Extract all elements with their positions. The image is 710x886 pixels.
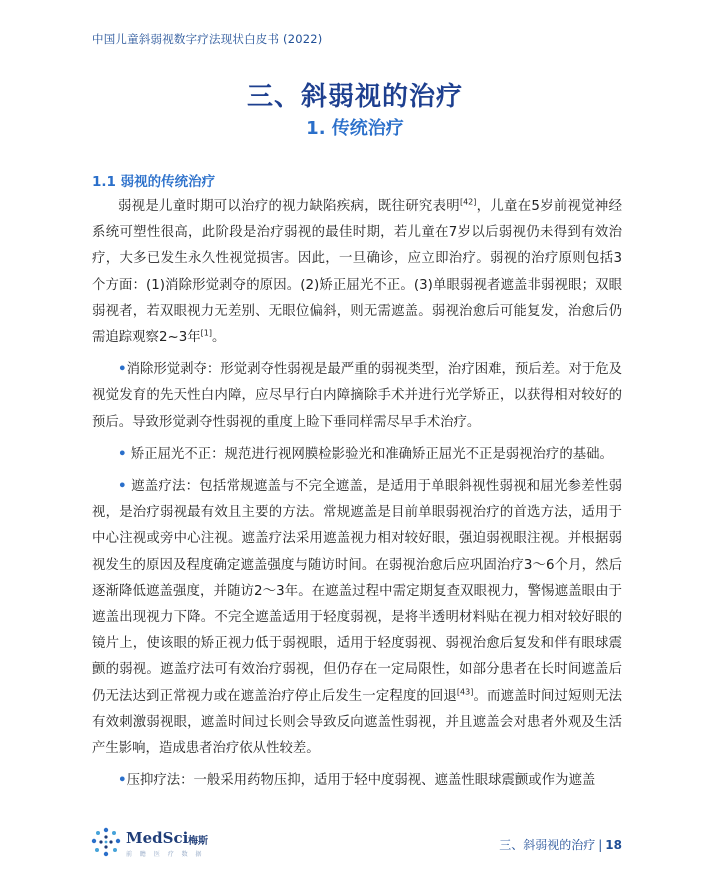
bullet-occlusion bbox=[92, 474, 622, 762]
bullet-penalization bbox=[92, 768, 622, 794]
bullet-deprivation bbox=[92, 357, 622, 436]
bullet-text: 。而遮盖时间过短则无法有效刺激弱视眼，遮盖时间过长则会导致反向遮盖性弱视，并且遮盖会对患者外观及生活产生影响，造成患者治疗依从性较差。 bbox=[92, 688, 623, 757]
subsection-title: 1.1 弱视的传统治疗 bbox=[92, 174, 216, 190]
section-title: 1. 传统治疗 bbox=[306, 118, 404, 139]
bullet-dot-icon: • bbox=[118, 362, 127, 378]
bullet-dot-icon: • bbox=[118, 446, 127, 462]
logo-cn-text: 梅斯 bbox=[188, 836, 208, 847]
text-run: 弱视是儿童时期可以治疗的视力缺陷疾病，既往研究表明 bbox=[118, 199, 460, 214]
paragraph-intro bbox=[92, 194, 622, 351]
footer-separator: | bbox=[598, 838, 603, 852]
running-header: 中国儿童斜弱视数字疗法现状白皮书 (2022) bbox=[92, 32, 323, 46]
body-text bbox=[92, 194, 622, 794]
citation-ref: [1] bbox=[200, 328, 212, 338]
bullet-dot-icon: • bbox=[118, 479, 127, 495]
page-footer bbox=[499, 836, 622, 853]
text-run: 。 bbox=[211, 330, 226, 346]
title-block bbox=[0, 80, 710, 142]
bullet-text: 压抑疗法：一般采用药物压抑，适用于轻中度弱视、遮盖性眼球震颤或作为遮盖 bbox=[126, 773, 596, 789]
bullet-text: 消除形觉剥夺：形觉剥夺性弱视是最严重的弱视类型，治疗困难，预后差。对于危及视觉发育的先天性白内障，应尽早行白内障摘除手术并进行光学矫正，以获得相对较好的预后。导致形觉剥夺性弱视的重度上睑下垂同样需尽早手术治疗。 bbox=[92, 362, 623, 430]
bullet-dot-icon: • bbox=[118, 773, 127, 789]
medsci-logo bbox=[90, 826, 250, 860]
chapter-title: 三、斜弱视的治疗 bbox=[246, 82, 463, 112]
citation-ref: [42] bbox=[459, 197, 477, 207]
bullet-text: 矫正屈光不正：规范进行视网膜检影验光和准确矫正屈光不正是弱视治疗的基础。 bbox=[126, 446, 613, 462]
text-run: ，儿童在5岁前视觉神经系统可塑性很高，此阶段是治疗弱视的最佳时期，若儿童在7岁以后弱视仍未得到有效治疗，大多已发生永久性视觉损害。因此，一旦确诊，应立即治疗。弱视的治疗原则包括3个方面：(1)消除形觉剥夺的原因。(2)矫正屈光不正。(3)单眼弱视者遮盖非弱视眼；双眼弱视者，若双眼视力无差别、无眼位偏斜，则无需遮盖。弱视治愈后可能复发，治愈后仍需追踪观察2~3年 bbox=[92, 199, 622, 346]
page-number: 18 bbox=[605, 838, 622, 852]
logo-dots-icon bbox=[90, 826, 122, 858]
bullet-text: 遮盖疗法：包括常规遮盖与不完全遮盖，是适用于单眼斜视性弱视和屈光参差性弱视，是治疗弱视最有效且主要的方法。常规遮盖是目前单眼弱视治疗的首选方法，适用于中心注视或旁中心注视。遮盖疗法采用遮盖视力相对较好眼，强迫弱视眼注视。并根据弱视发生的原因及程度确定遮盖强度与随访时间。在弱视治愈后应巩固治疗3～6个月，然后逐渐降低遮盖强度，并随访2～3年。在遮盖过程中需定期复查双眼视力，警惕遮盖眼由于遮盖出现视力下降。不完全遮盖适用于轻度弱视，是将半透明材料贴在视力相对较好眼的镜片上，使该眼的矫正视力低于弱视眼，适用于轻度弱视、弱视治愈后复发和伴有眼球震颤的弱视。遮盖疗法可有效治疗弱视，但仍存在一定局限性，如部分患者在长时间遮盖后仍无法达到正常视力或在遮盖治疗停止后发生一定程度的回退 bbox=[92, 479, 622, 704]
footer-section-label: 三、斜弱视的治疗 bbox=[499, 838, 596, 852]
citation-ref: [43] bbox=[456, 687, 474, 697]
logo-tagline: 前 瞻 医 疗 数 据 bbox=[126, 851, 205, 858]
bullet-refraction bbox=[92, 442, 622, 468]
logo-wordmark: MedSci bbox=[126, 829, 189, 847]
